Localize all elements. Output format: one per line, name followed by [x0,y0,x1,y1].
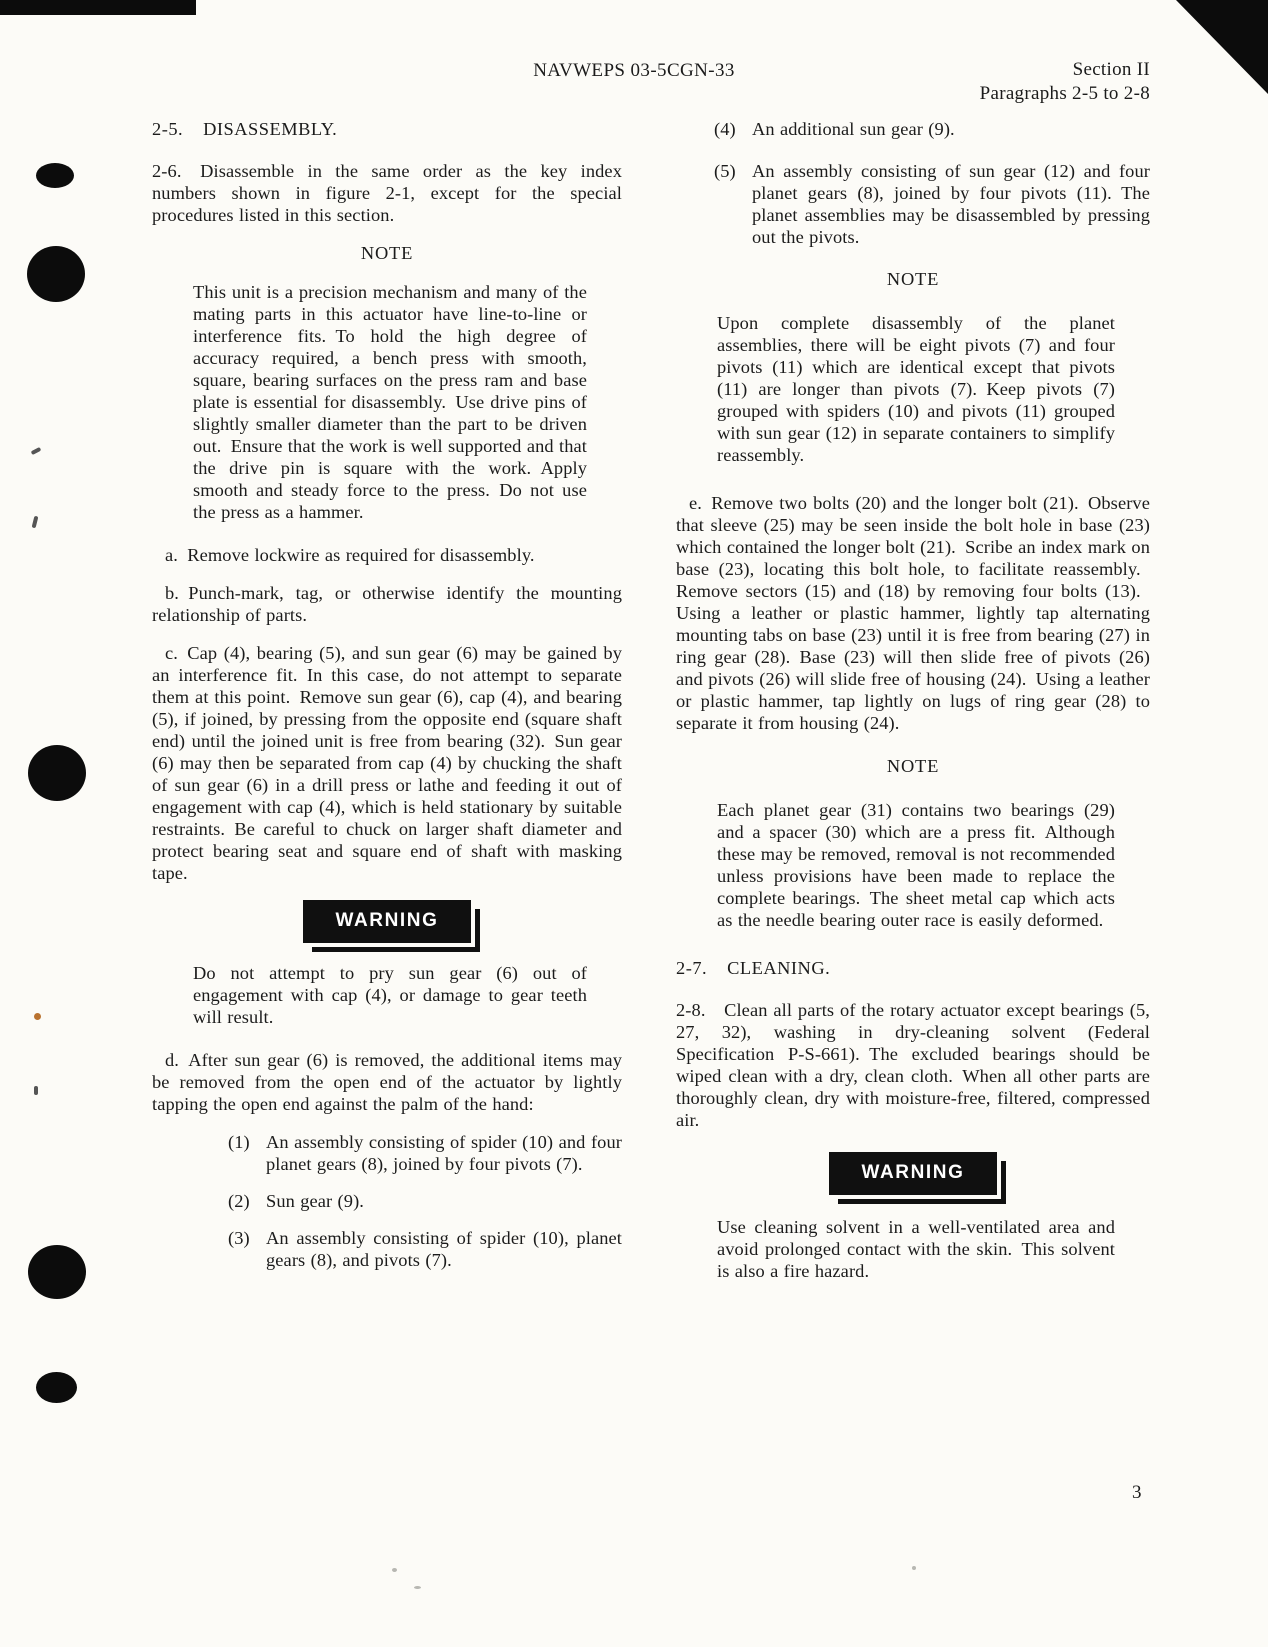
hole-punch-mark [27,246,85,302]
paragraph-range: Paragraphs 2-5 to 2-8 [979,83,1150,104]
hole-punch-mark [28,1245,86,1299]
hole-punch-mark [36,1372,77,1403]
note-label: NOTE [360,243,414,263]
warning-text-1: Do not attempt to pry sun gear (6) out of engagement with cap (4), or damage to gear teeth will result. [193,963,587,1027]
document-number: NAVWEPS 03-5CGN-33 [533,60,735,81]
list-item-1 [152,1131,622,1175]
list-item-4-number: (4) [714,119,736,139]
scan-mark [34,1013,41,1020]
scan-speck [912,1566,916,1570]
list-item-5-number: (5) [714,161,736,181]
scan-artifact-top-left-bar [0,0,196,15]
warning-box-1 [152,900,622,943]
right-column [676,118,1150,1308]
heading-2-5 [152,118,622,140]
note-body-planet-gear: Each planet gear (31) contains two bearings (29) and a spacer (30) which are a press fit. Although these may be removed, removal is not recommended unless provisions have been made to replace the complete bearings. The sheet metal cap which acts as the needle bearing outer race is easily deformed. [717,800,1115,930]
section-header [980,58,1150,106]
list-item-5-text: An assembly consisting of sun gear (12) and four planet gears (8), joined by four pivots (11). The planet assemblies may be disassembled by pressing out the pivots. [752,161,1150,247]
list-item-1-text: An assembly consisting of spider (10) and four planet gears (8), joined by four pivots (7). [266,1132,622,1174]
heading-2-7 [676,957,1150,979]
list-item-2-text: Sun gear (9). [266,1191,365,1211]
list-item-2 [152,1190,622,1212]
list-item-4-text: An additional sun gear (9). [752,119,955,139]
hole-punch-mark [36,163,74,188]
warning-text-2: Use cleaning solvent in a well-ventilated area and avoid prolonged contact with the skin. This solvent is also a fire hazard. [717,1217,1115,1281]
hole-punch-mark [28,745,86,801]
list-item-3 [152,1227,622,1271]
scan-mark [32,516,39,529]
scan-speck [392,1568,397,1572]
list-item-4 [676,118,1150,140]
warning-box-2 [676,1152,1150,1195]
scan-mark [34,1086,38,1095]
list-item-3-text: An assembly consisting of spider (10), planet gears (8), and pivots (7). [266,1228,622,1270]
list-item-2-number: (2) [228,1191,250,1211]
paragraph-e: e. Remove two bolts (20) and the longer bolt (21). Observe that sleeve (25) may be seen inside the bolt hole in base (23) which contained the longer bolt (21). Scribe an index mark on base (23), locating this bolt hole, to facilitate reassembly. Remove sectors (15) and (18) by removing four bolts (13). Using a leather or plastic hammer, lightly tap alternating mounting tabs on base (23) until it is free from bearing (27) in ring gear (28). Base (23) will then slide free of pivots (26) and pivots (26) will slide free of housing (24). Using a leather or plastic hammer, tap lightly on lugs of ring gear (28) to separate it from housing (24). [676,493,1150,733]
paragraph-a: a. Remove lockwire as required for disassembly. [165,545,535,565]
heading-2-7-number: 2-7. [676,958,708,978]
paragraph-2-6: 2-6. Disassemble in the same order as the key index numbers shown in figure 2-1, except for the special procedures listed in this section. [152,161,622,225]
list-item-5 [676,160,1150,248]
paragraph-c: c. Cap (4), bearing (5), and sun gear (6) may be gained by an interference fit. In this case, do not attempt to separate them at this point. Remove sun gear (6), cap (4), and bearing (5), if joined, by pressing from the opposite end (square shaft end) until the joined unit is free from bearing (32). Sun gear (6) may then be separated from cap (4) by chucking the shaft of sun gear (6) in a drill press or lathe and feeding it out of engagement with cap (4), which is held stationary by suitable restraints. Be careful to chuck on larger shaft diameter and protect bearing seat and square end of shaft with masking tape. [152,643,622,883]
paragraph-2-8: 2-8. Clean all parts of the rotary actuator except bearings (5, 27, 32), washing in dry-cleaning solvent (Federal Specification P-S-661). The excluded bearings should be wiped clean with a dry, clean cloth. When all other parts are thoroughly clean, dry with moisture-free, filtered, compressed air. [676,1000,1150,1130]
left-column [152,118,622,1286]
scan-speck [414,1586,421,1589]
heading-2-7-title: CLEANING. [727,958,831,978]
list-item-3-number: (3) [228,1228,250,1248]
paragraph-b: b. Punch-mark, tag, or otherwise identify the mounting relationship of parts. [152,583,622,625]
note-body-pivots: Upon complete disassembly of the planet assemblies, there will be eight pivots (7) and four pivots (11) which are identical except that pivots (11) are longer than pivots (7). Keep pivots (7) grouped with spiders (10) and pivots (11) grouped with sun gear (12) in separate containers to simplify reassembly. [717,313,1115,465]
paragraph-d: d. After sun gear (6) is removed, the additional items may be removed from the open end of the actuator by lightly tapping the open end against the palm of the hand: [152,1050,622,1114]
heading-2-5-number: 2-5. [152,119,184,139]
note-body-precision: This unit is a precision mechanism and many of the mating parts in this actuator have line-to-line or interference fits. To hold the high degree of accuracy required, a bench press with smooth, square, bearing surfaces on the press ram and base plate is essential for disassembly. Use drive pins of slightly smaller diameter than the part to be driven out. Ensure that the work is well supported and that the drive pin is square with the work. Apply smooth and steady force to the press. Do not use the press as a hammer. [193,282,587,522]
note-label: NOTE [886,269,940,289]
warning-label: WARNING [829,1152,996,1195]
list-item-1-number: (1) [228,1132,250,1152]
page-number: 3 [1132,1482,1142,1503]
warning-label: WARNING [303,900,470,943]
section-label: Section II [1072,59,1150,80]
note-label: NOTE [886,756,940,776]
heading-2-5-title: DISASSEMBLY. [203,119,338,139]
scan-mark [31,447,42,455]
